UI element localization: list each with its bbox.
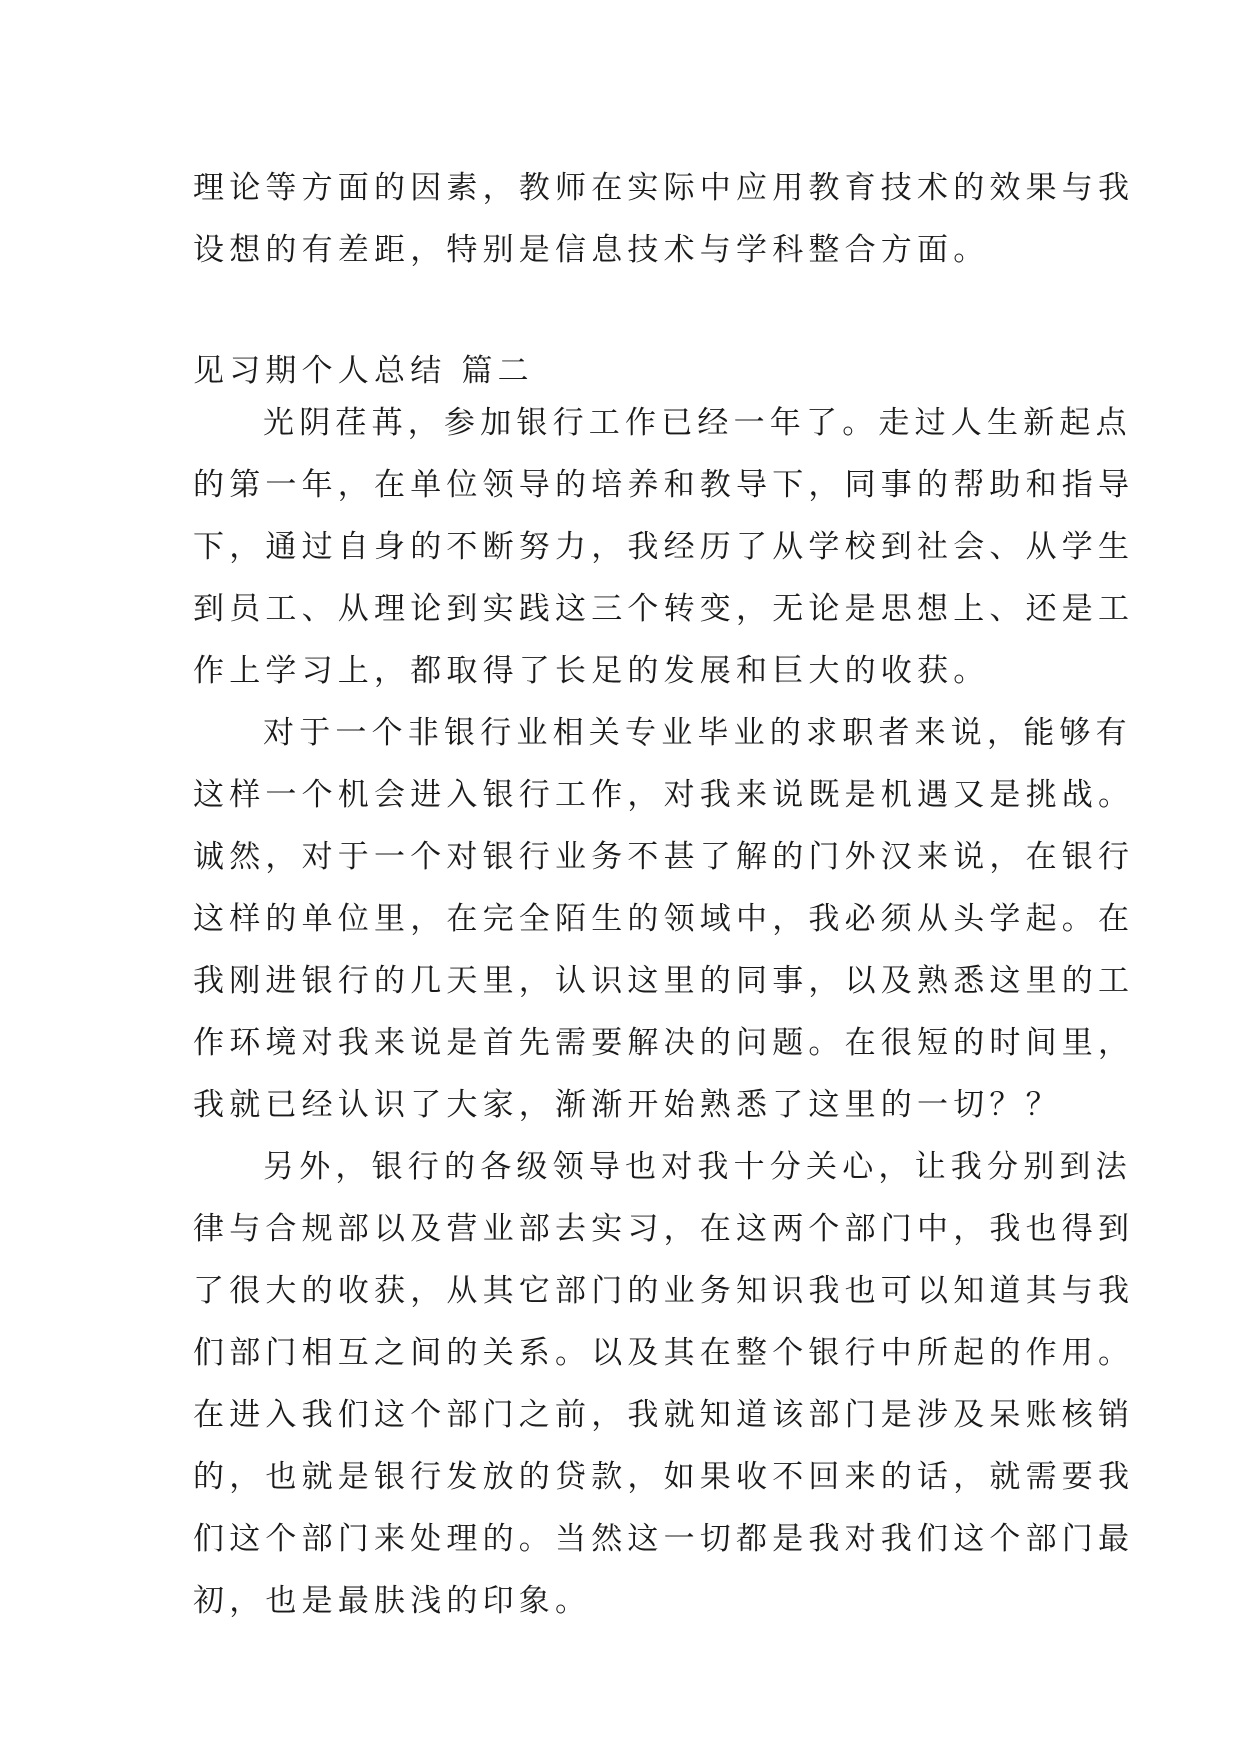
text-line: 下，通过自身的不断努力，我经历了从学校到社会、从学生 [193, 529, 1135, 565]
paragraph-first-line: 光阴荏苒，参加银行工作已经一年了。走过人生新起点 [263, 405, 1132, 441]
text-line: 们这个部门来处理的。当然这一切都是我对我们这个部门最 [193, 1521, 1135, 1557]
text-line: 诚然，对于一个对银行业务不甚了解的门外汉来说，在银行 [193, 839, 1135, 875]
section-heading: 见习期个人总结 篇二 [193, 353, 534, 389]
text-line: 在进入我们这个部门之前，我就知道该部门是涉及呆账核销 [193, 1397, 1135, 1433]
text-line: 理论等方面的因素，教师在实际中应用教育技术的效果与我 [193, 170, 1135, 206]
paragraph-first-line: 对于一个非银行业相关专业毕业的求职者来说，能够有 [263, 715, 1132, 751]
text-line: 的，也就是银行发放的贷款，如果收不回来的话，就需要我 [193, 1459, 1135, 1495]
text-line: 律与合规部以及营业部去实习，在这两个部门中，我也得到 [193, 1211, 1135, 1247]
text-line: 我刚进银行的几天里，认识这里的同事，以及熟悉这里的工 [193, 963, 1135, 999]
text-line: 我就已经认识了大家，渐渐开始熟悉了这里的一切？？ [193, 1087, 1062, 1123]
paragraph-first-line: 另外，银行的各级领导也对我十分关心，让我分别到法 [263, 1149, 1132, 1185]
body-text [193, 392, 1135, 1632]
intro-paragraph [193, 157, 1135, 281]
text-line: 这样一个机会进入银行工作，对我来说既是机遇又是挑战。 [193, 777, 1135, 813]
text-line: 这样的单位里，在完全陌生的领域中，我必须从头学起。在 [193, 901, 1135, 937]
text-line: 作上学习上，都取得了长足的发展和巨大的收获。 [193, 653, 990, 689]
text-line: 到员工、从理论到实践这三个转变，无论是思想上、还是工 [193, 591, 1135, 627]
text-line: 的第一年，在单位领导的培养和教导下，同事的帮助和指导 [193, 467, 1135, 503]
text-line: 设想的有差距，特别是信息技术与学科整合方面。 [193, 232, 990, 268]
text-line: 作环境对我来说是首先需要解决的问题。在很短的时间里， [193, 1025, 1135, 1061]
text-line: 了很大的收获，从其它部门的业务知识我也可以知道其与我 [193, 1273, 1135, 1309]
text-line: 们部门相互之间的关系。以及其在整个银行中所起的作用。 [193, 1335, 1135, 1371]
text-line: 初，也是最肤浅的印象。 [193, 1583, 592, 1619]
